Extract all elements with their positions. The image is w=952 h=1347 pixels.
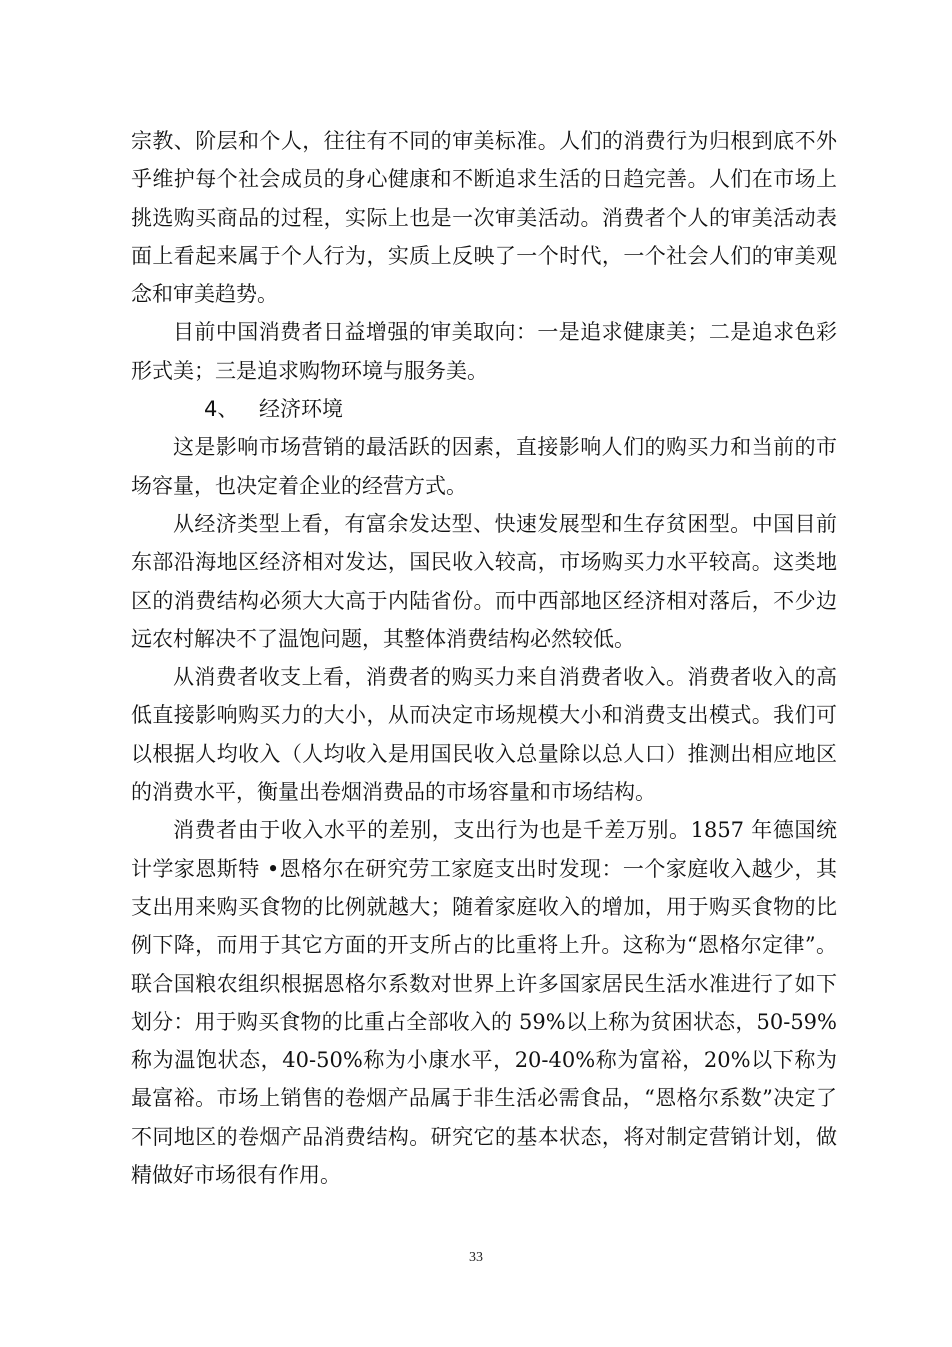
paragraph-economic-factor: 这是影响市场营销的最活跃的因素，直接影响人们的购买力和当前的市场容量，也决定着企业的经营方式。 bbox=[131, 435, 837, 498]
page-number: 33 bbox=[469, 1250, 483, 1265]
paragraph-aesthetic-orientation: 目前中国消费者日益增强的审美取向：一是追求健康美；二是追求色彩形式美；三是追求购物环境与服务美。 bbox=[131, 320, 837, 383]
paragraph-consumer-income: 从消费者收支上看，消费者的购买力来自消费者收入。消费者收入的高低直接影响购买力的大小，从而决定市场规模大小和消费支出模式。我们可以根据人均收入（人均收入是用国民收入总量除以总人口）推测出相应地区的消费水平，衡量出卷烟消费品的市场容量和市场结构。 bbox=[131, 665, 837, 805]
paragraph-engel-law: 消费者由于收入水平的差别，支出行为也是千差万别。1857 年德国统计学家恩斯特 •恩格尔在研究劳工家庭支出时发现：一个家庭收入越少，其支出用来购买食物的比例就越大；随着家庭收入的增加，用于购买食物的比例下降，而用于其它方面的开支所占的比重将上升。这称为“恩格尔定律”。联合国粮农组织根据恩格尔系数对世界上许多国家居民生活水准进行了如下划分：用于购买食物的比重占全部收入的 59%以上称为贫困状态，50-59%称为温饱状态，40-50%称为小康水平，20-40%称为富裕，20%以下称为最富裕。市场上销售的卷烟产品属于非生活必需食品，“恩格尔系数”决定了不同地区的卷烟产品消费结构。研究它的基本状态，将对制定营销计划，做精做好市场很有作用。 bbox=[131, 818, 837, 1188]
section-number: 4、 bbox=[204, 397, 239, 422]
paragraph-aesthetic-standards: 宗教、阶层和个人，往往有不同的审美标准。人们的消费行为归根到底不外乎维护每个社会成员的身心健康和不断追求生活的日趋完善。人们在市场上挑选购买商品的过程，实际上也是一次审美活动。消费者个人的审美活动表面上看起来属于个人行为，实质上反映了一个时代，一个社会人们的审美观念和审美趋势。 bbox=[131, 129, 837, 307]
section-heading bbox=[131, 390, 837, 428]
document-body bbox=[131, 122, 837, 1194]
section-title: 经济环境 bbox=[259, 397, 343, 422]
paragraph-economic-types: 从经济类型上看，有富余发达型、快速发展型和生存贫困型。中国目前东部沿海地区经济相对发达，国民收入较高，市场购买力水平较高。这类地区的消费结构必须大大高于内陆省份。而中西部地区经济相对落后，不少边远农村解决不了温饱问题，其整体消费结构必然较低。 bbox=[131, 511, 837, 651]
